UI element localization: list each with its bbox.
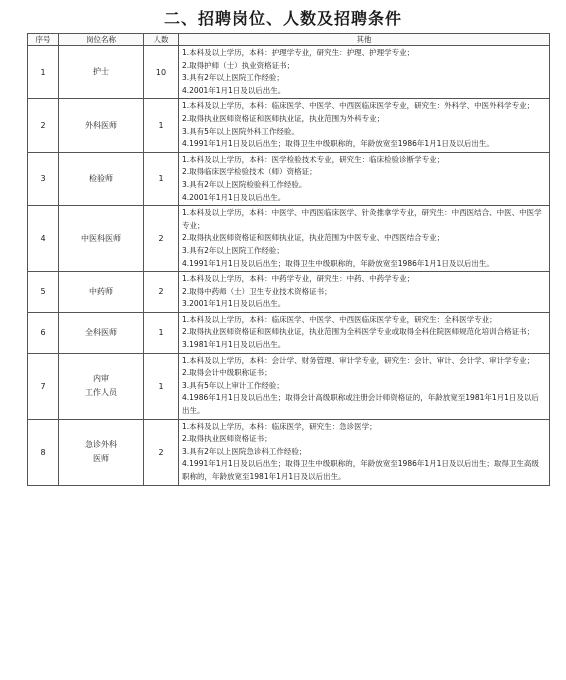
table-row [28, 99, 550, 152]
cell-no: 6 [28, 312, 59, 353]
requirement-line: 1.本科及以上学历，本科：临床医学、中医学、中西医临床医学专业，研究生：全科医学专业； [182, 314, 497, 324]
cell-no: 8 [28, 419, 59, 485]
header-requirements: 其他 [179, 34, 550, 46]
requirement-line: 3.具有2年以上医院工作经验； [182, 73, 284, 83]
cell-position [59, 312, 144, 353]
requirement-line: 2.取得执业医师资格证和医师执业证，执业范围为中医专业、中西医结合专业； [182, 233, 445, 243]
requirement-line: 2.取得执业医师资格证和医师执业证，执业范围为外科专业； [182, 113, 385, 123]
table-row [28, 312, 550, 353]
table-row [28, 46, 550, 99]
table-header-row [28, 34, 550, 46]
requirement-line: 2.取得中药师（士）卫生专业技术资格证书； [182, 286, 332, 296]
cell-position [59, 206, 144, 272]
cell-position [59, 272, 144, 313]
cell-position [59, 46, 144, 99]
cell-position [59, 152, 144, 205]
requirement-line: 4.1991年1月1日及以后出生；取得卫生中级职称的，年龄放宽至1986年1月1日及以后出生；取得卫生高级职称的，年龄放宽至1981年1月1日及以后出生。 [182, 459, 539, 481]
requirement-line: 2.取得执业医师资格证书； [182, 434, 272, 444]
page-title: 二、招聘岗位、人数及招聘条件 [163, 9, 402, 28]
table-row [28, 206, 550, 272]
header-no: 序号 [28, 34, 59, 46]
requirement-line: 1.本科及以上学历，本科：中药学专业，研究生：中药、中药学专业； [182, 274, 415, 284]
header-count: 人数 [144, 34, 179, 46]
cell-count: 1 [144, 152, 179, 205]
requirement-line: 3.1981年1月1日及以后出生。 [182, 340, 286, 350]
requirement-line: 3.具有2年以上医院检验科工作经验。 [182, 179, 307, 189]
table-row [28, 353, 550, 419]
cell-no: 3 [28, 152, 59, 205]
cell-no: 4 [28, 206, 59, 272]
table-row [28, 272, 550, 313]
requirement-line: 4.1986年1月1日及以后出生；取得会计高级职称或注册会计师资格证的，年龄放宽至1981年1月1日及以后出生。 [182, 393, 539, 416]
requirement-line: 3.2001年1月1日及以后出生。 [182, 299, 286, 309]
requirement-line: 1.本科及以上学历，本科：医学检验技术专业，研究生：临床检验诊断学专业； [182, 154, 445, 164]
requirement-line: 3.具有5年以上审计工作经验； [182, 380, 284, 390]
cell-requirements [179, 419, 550, 485]
cell-count: 10 [144, 46, 179, 99]
position-name: 内审 工作人员 [85, 374, 117, 398]
cell-requirements [179, 272, 550, 313]
cell-requirements [179, 353, 550, 419]
cell-count: 1 [144, 353, 179, 419]
requirement-line: 3.具有5年以上医院外科工作经验。 [182, 126, 299, 136]
header-position: 岗位名称 [59, 34, 144, 46]
cell-count: 1 [144, 99, 179, 152]
table-row [28, 419, 550, 485]
position-name: 护士 [93, 67, 109, 77]
cell-count: 2 [144, 272, 179, 313]
table-row [28, 152, 550, 205]
cell-count: 2 [144, 419, 179, 485]
cell-requirements [179, 46, 550, 99]
cell-requirements [179, 99, 550, 152]
requirement-line: 1.本科及以上学历，本科：临床医学，研究生：急诊医学； [182, 421, 377, 431]
cell-no: 1 [28, 46, 59, 99]
cell-position [59, 419, 144, 485]
cell-no: 2 [28, 99, 59, 152]
position-name: 中医科医师 [81, 233, 121, 243]
requirement-line: 3.具有2年以上医院急诊科工作经验； [182, 446, 307, 456]
cell-position [59, 99, 144, 152]
requirement-line: 2.取得会计中级职称证书； [182, 368, 272, 378]
requirement-line: 4.2001年1月1日及以后出生。 [182, 192, 286, 202]
cell-requirements [179, 206, 550, 272]
cell-count: 2 [144, 206, 179, 272]
cell-position [59, 353, 144, 419]
cell-no: 5 [28, 272, 59, 313]
requirement-line: 3.具有2年以上医院工作经验； [182, 245, 284, 255]
position-name: 外科医师 [85, 120, 117, 130]
recruitment-table [27, 33, 550, 486]
position-name: 检验师 [89, 173, 113, 183]
requirement-line: 1.本科及以上学历，本科：临床医学、中医学、中西医临床医学专业，研究生：外科学、中医外科学专业； [182, 101, 535, 111]
requirement-line: 4.2001年1月1日及以后出生。 [182, 85, 286, 95]
requirement-line: 2.取得护师（士）执业资格证书； [182, 60, 295, 70]
cell-count: 1 [144, 312, 179, 353]
cell-no: 7 [28, 353, 59, 419]
requirement-line: 1.本科及以上学历，本科：护理学专业，研究生：护理、护理学专业； [182, 48, 415, 57]
requirement-line: 4.1991年1月1日及以后出生；取得卫生中级职称的，年龄放宽至1986年1月1日及以后出生。 [182, 258, 494, 268]
cell-requirements [179, 152, 550, 205]
position-name: 中药师 [89, 286, 113, 296]
position-name: 急诊外科 医师 [85, 440, 117, 464]
requirement-line: 4.1991年1月1日及以后出生；取得卫生中级职称的，年龄放宽至1986年1月1日及以后出生。 [182, 139, 494, 149]
position-name: 全科医师 [85, 327, 117, 337]
cell-requirements [179, 312, 550, 353]
requirement-line: 1.本科及以上学历，本科：会计学、财务管理、审计学专业，研究生：会计、审计、会计学、审计学专业； [182, 355, 535, 365]
requirement-line: 1.本科及以上学历，本科：中医学、中西医临床医学、针灸推拿学专业，研究生：中西医结合、中医、中医学专业； [182, 208, 542, 230]
requirement-line: 2.取得执业医师资格证和医师执业证，执业范围为全科医学专业或取得全科住院医师规范化培训合格证书； [182, 327, 535, 337]
requirement-line: 2.取得临床医学检验技术（师）资格证； [182, 167, 317, 177]
